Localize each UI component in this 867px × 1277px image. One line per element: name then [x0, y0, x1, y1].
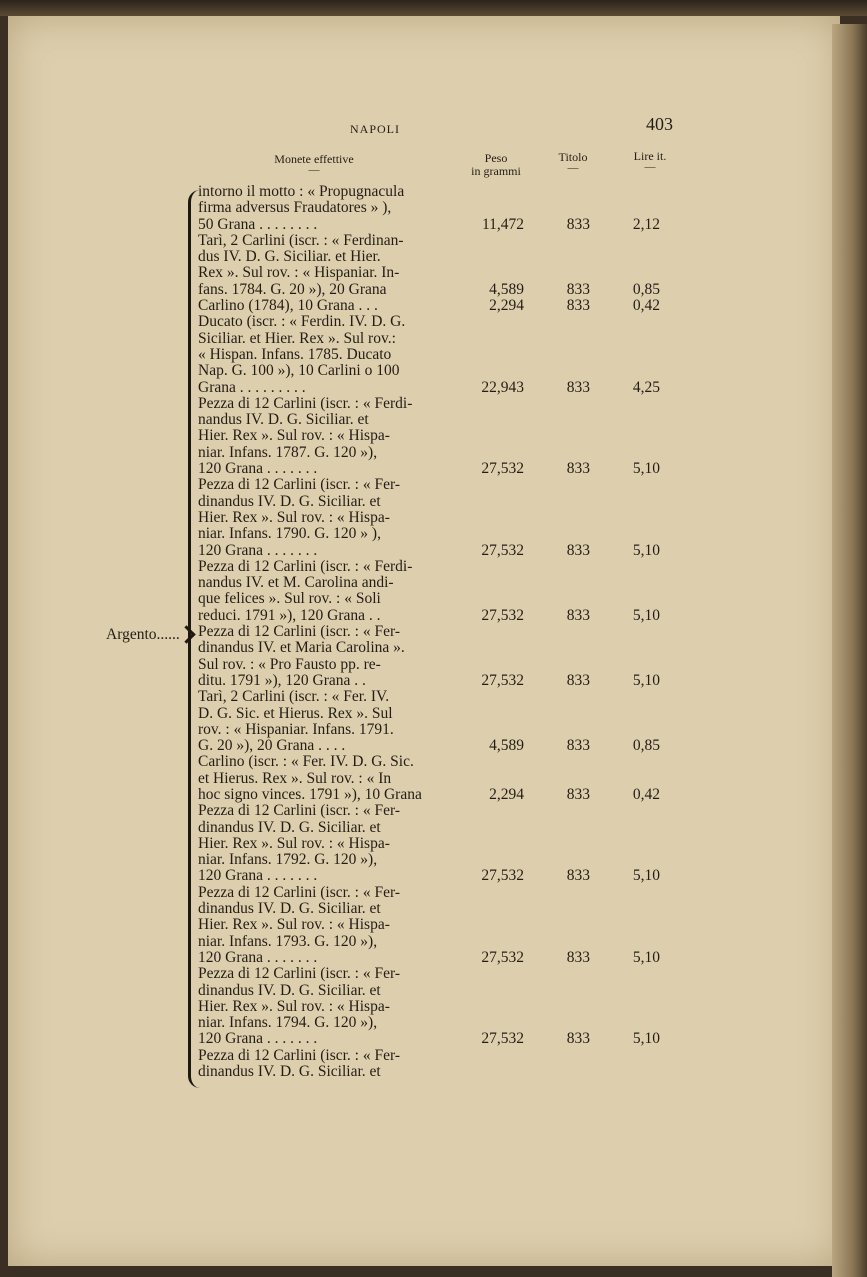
coin-description-line: D. G. Sic. et Hierus. Rex ». Sul — [198, 704, 393, 722]
coin-entry — [198, 1048, 678, 1081]
column-header-titolo-dash: — — [567, 162, 579, 174]
coin-entry — [198, 298, 678, 314]
coin-fineness: 833 — [566, 606, 590, 624]
coin-description — [198, 885, 474, 966]
coin-description-line: Carlino (iscr. : « Fer. IV. D. G. Sic. — [198, 753, 414, 771]
coin-description-line: Pezza di 12 Carlini (iscr. : « Ferdi- — [198, 557, 413, 575]
coin-description-line: nandus IV. et M. Carolina andi- — [198, 574, 394, 592]
coin-entry — [198, 184, 678, 233]
coin-description-line: Siciliar. et Hier. Rex ». Sul rov.: — [198, 329, 396, 347]
coin-description-line: dinandus IV. D. G. Siciliar. et — [198, 818, 381, 836]
coin-description-line: G. 20 »), 20 Grana . . . . — [198, 737, 346, 755]
column-header-lire — [624, 150, 676, 171]
coin-fineness: 833 — [566, 280, 590, 298]
coin-description — [198, 559, 474, 624]
coin-description — [198, 754, 474, 803]
coin-value-lire: 5,10 — [632, 1030, 660, 1048]
coin-description-line: rov. : « Hispaniar. Infans. 1791. — [198, 720, 394, 738]
coin-description — [198, 624, 474, 689]
coin-description-line: niar. Infans. 1787. G. 120 »), — [198, 443, 378, 461]
coin-description-line: Pezza di 12 Carlini (iscr. : « Ferdi- — [198, 394, 413, 412]
coin-description-line: « Hispan. Infans. 1785. Ducato — [198, 345, 392, 363]
coin-description-line: niar. Infans. 1793. G. 120 »), — [198, 932, 378, 950]
coin-fineness: 833 — [566, 541, 590, 559]
coin-fineness: 833 — [566, 1030, 590, 1048]
coin-description-line: dinandus IV. et Maria Carolina ». — [198, 639, 405, 657]
coin-fineness: 833 — [566, 948, 590, 966]
coin-entry — [198, 754, 678, 803]
coin-entry — [198, 233, 678, 298]
coin-description-line: niar. Infans. 1790. G. 120 » ), — [198, 525, 381, 543]
coin-fineness: 833 — [566, 785, 590, 803]
coin-description — [198, 396, 474, 477]
coin-description-line: Pezza di 12 Carlini (iscr. : « Fer- — [198, 883, 400, 901]
coin-description-line: Pezza di 12 Carlini (iscr. : « Fer- — [198, 1046, 400, 1064]
book-top-edge — [0, 0, 867, 16]
coin-description-line: Sul rov. : « Pro Fausto pp. re- — [198, 655, 381, 673]
coin-description-line: dinandus IV. D. G. Siciliar. et — [198, 900, 381, 918]
coin-description-line: Hier. Rex ». Sul rov. : « Hispa- — [198, 997, 390, 1015]
coin-description — [198, 803, 474, 884]
coin-value-lire: 0,85 — [632, 280, 660, 298]
coin-description-line: Nap. G. 100 »), 10 Carlini o 100 — [198, 362, 400, 380]
coin-entry — [198, 314, 678, 395]
column-header-peso — [460, 152, 532, 178]
coin-description-line: Pezza di 12 Carlini (iscr. : « Fer- — [198, 802, 400, 820]
coin-entry — [198, 885, 678, 966]
coin-description-line: Tarì, 2 Carlini (iscr. : « Ferdinan- — [198, 231, 404, 249]
coin-description — [198, 477, 474, 558]
coin-description-line: dinandus IV. D. G. Siciliar. et — [198, 492, 381, 510]
coin-value-lire: 5,10 — [632, 606, 660, 624]
column-header-peso-line2: in grammi — [471, 164, 521, 178]
column-header-peso-line1: Peso — [484, 151, 508, 165]
running-head: NAPOLI — [350, 122, 400, 136]
coin-value-lire: 0,42 — [632, 297, 660, 315]
coin-entry — [198, 559, 678, 624]
coin-weight: 27,532 — [481, 606, 524, 624]
coin-description — [198, 314, 474, 395]
coin-value-lire: 5,10 — [632, 948, 660, 966]
coin-fineness: 833 — [566, 671, 590, 689]
column-header-titolo — [550, 151, 596, 172]
coin-description-line: 120 Grana . . . . . . . — [198, 1030, 318, 1048]
coin-fineness: 833 — [566, 378, 590, 396]
coin-description-line: Hier. Rex ». Sul rov. : « Hispa- — [198, 427, 390, 445]
coin-fineness: 833 — [566, 215, 590, 233]
coin-fineness: 833 — [566, 867, 590, 885]
coin-description-line: 120 Grana . . . . . . . — [198, 948, 318, 966]
coin-value-lire: 2,12 — [632, 215, 660, 233]
coin-description — [198, 1048, 474, 1081]
coin-description — [198, 689, 474, 754]
coin-weight: 27,532 — [481, 460, 524, 478]
coin-description-line: Tarì, 2 Carlini (iscr. : « Fer. IV. — [198, 688, 390, 706]
column-header-titolo-label: Titolo — [558, 150, 588, 164]
coin-value-lire: 4,25 — [632, 378, 660, 396]
coin-description-line: 120 Grana . . . . . . . — [198, 867, 318, 885]
column-header-monete-dash: — — [308, 164, 320, 176]
coin-description-line: 50 Grana . . . . . . . . — [198, 215, 318, 233]
coin-description-line: Grana . . . . . . . . . — [198, 378, 306, 396]
coin-description-line: Rex ». Sul rov. : « Hispaniar. In- — [198, 264, 400, 282]
coin-weight: 27,532 — [481, 671, 524, 689]
coin-entry — [198, 477, 678, 558]
coin-weight: 4,589 — [489, 280, 524, 298]
column-header-monete — [262, 153, 366, 174]
coin-description-line: dinandus IV. D. G. Siciliar. et — [198, 981, 381, 999]
coin-value-lire: 0,42 — [632, 785, 660, 803]
coin-description-line: dus IV. D. G. Siciliar. et Hier. — [198, 248, 381, 266]
coin-fineness: 833 — [566, 460, 590, 478]
coin-description-line: Ducato (iscr. : « Ferdin. IV. D. G. — [198, 313, 406, 331]
coin-description — [198, 184, 474, 233]
coin-description-line: Hier. Rex ». Sul rov. : « Hispa- — [198, 916, 390, 934]
coin-description — [198, 966, 474, 1047]
page-number: 403 — [646, 114, 673, 134]
coin-description-line: Pezza di 12 Carlini (iscr. : « Fer- — [198, 965, 400, 983]
coin-description-line: hoc signo vinces. 1791 »), 10 Grana — [198, 785, 422, 803]
coin-description-line: que felices ». Sul rov. : « Soli — [198, 590, 381, 608]
coin-description-line: Pezza di 12 Carlini (iscr. : « Fer- — [198, 476, 400, 494]
coin-value-lire: 5,10 — [632, 460, 660, 478]
coin-value-lire: 5,10 — [632, 867, 660, 885]
coin-description-line: firma adversus Fraudatores » ), — [198, 199, 392, 217]
coin-fineness: 833 — [566, 297, 590, 315]
page-edge-right — [832, 24, 867, 1277]
coin-description-line: 120 Grana . . . . . . . — [198, 460, 318, 478]
coin-description — [198, 298, 474, 314]
coin-entry — [198, 803, 678, 884]
coin-entry — [198, 396, 678, 477]
coin-weight: 27,532 — [481, 867, 524, 885]
coin-entry — [198, 689, 678, 754]
coin-weight: 27,532 — [481, 541, 524, 559]
side-label-argento: Argento...... — [106, 626, 180, 643]
coin-description-line: et Hierus. Rex ». Sul rov. : « In — [198, 769, 392, 787]
coin-weight: 11,472 — [481, 215, 524, 233]
coin-weight: 4,589 — [489, 737, 524, 755]
coin-weight: 27,532 — [481, 1030, 524, 1048]
coin-description-line: Carlino (1784), 10 Grana . . . — [198, 297, 378, 315]
coin-description-line: Hier. Rex ». Sul rov. : « Hispa- — [198, 508, 390, 526]
column-header-lire-label: Lire it. — [633, 149, 667, 163]
column-header-monete-label: Monete effettive — [274, 152, 354, 166]
coin-entry — [198, 966, 678, 1047]
coin-description-line: niar. Infans. 1792. G. 120 »), — [198, 851, 378, 869]
coin-entries-list — [198, 184, 678, 1080]
coin-value-lire: 5,10 — [632, 541, 660, 559]
coin-fineness: 833 — [566, 737, 590, 755]
coin-description-line: Pezza di 12 Carlini (iscr. : « Fer- — [198, 623, 400, 641]
coin-description-line: intorno il motto : « Propugnacula — [198, 183, 405, 200]
coin-description-line: dinandus IV. D. G. Siciliar. et — [198, 1063, 381, 1081]
coin-value-lire: 0,85 — [632, 737, 660, 755]
column-header-lire-dash: — — [644, 161, 656, 173]
coin-description-line: reduci. 1791 »), 120 Grana . . — [198, 606, 381, 624]
coin-description-line: ditu. 1791 »), 120 Grana . . — [198, 671, 366, 689]
coin-description-line: nandus IV. D. G. Siciliar. et — [198, 411, 369, 429]
coin-weight: 22,943 — [481, 378, 524, 396]
coin-value-lire: 5,10 — [632, 671, 660, 689]
coin-weight: 2,294 — [489, 785, 524, 803]
coin-description — [198, 233, 474, 298]
coin-description-line: 120 Grana . . . . . . . — [198, 541, 318, 559]
coin-description-line: fans. 1784. G. 20 »), 20 Grana — [198, 280, 387, 298]
coin-description-line: niar. Infans. 1794. G. 120 »), — [198, 1014, 378, 1032]
coin-weight: 2,294 — [489, 297, 524, 315]
coin-description-line: Hier. Rex ». Sul rov. : « Hispa- — [198, 834, 390, 852]
coin-weight: 27,532 — [481, 948, 524, 966]
coin-entry — [198, 624, 678, 689]
